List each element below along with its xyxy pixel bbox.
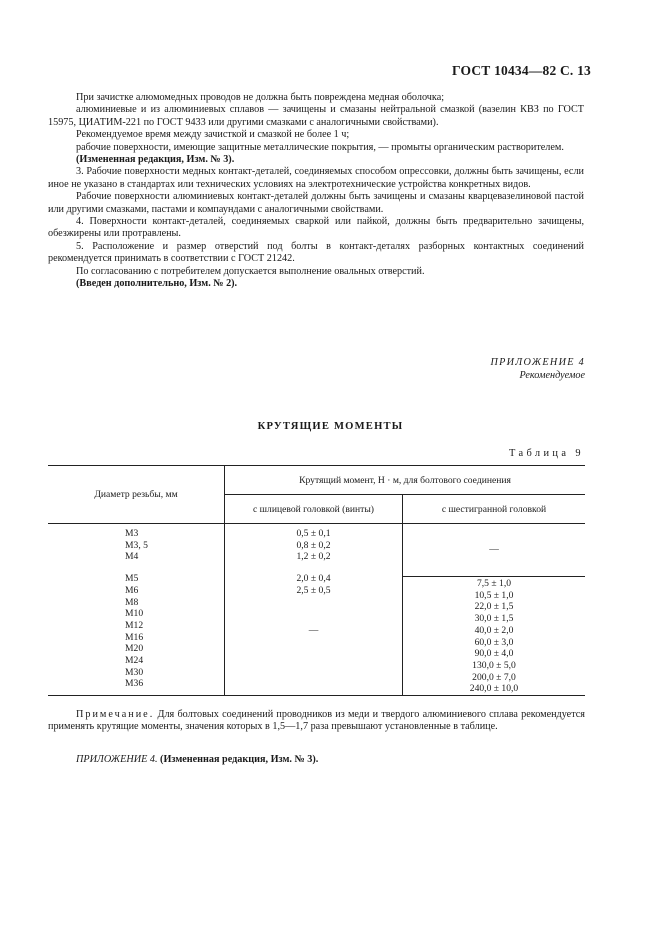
group-gap	[225, 563, 402, 573]
header-diameter: Диаметр резьбы, мм	[48, 466, 225, 524]
change-note	[76, 754, 318, 765]
paragraph: 3. Рабочие поверхности медных контакт-деталей, соединяемых способом опрессовки, должны быть зачищены, если иное не указано в стандартах или технических условиях на электротехнические устройства конкретных видов.	[48, 166, 584, 190]
thread-cell: М12	[125, 619, 144, 631]
page-header: ГОСТ 10434—82 С. 13	[452, 63, 591, 78]
appendix-label	[490, 356, 585, 382]
paragraph: По согласованию с потребителем допускается выполнение овальных отверстий.	[76, 265, 425, 277]
note-label: Примечание.	[76, 709, 155, 720]
spacer	[225, 597, 402, 625]
thread-cell: М36	[125, 678, 144, 690]
thread-cell: М16	[125, 631, 144, 643]
change-note-text: (Измененная редакция, Изм. № 3).	[157, 754, 319, 765]
change-note-ref: ПРИЛОЖЕНИЕ 4.	[76, 754, 158, 765]
paragraph: Рабочие поверхности алюминиевых контакт-деталей должны быть зачищены и смазаны кварцевазелиновой пастой или другими смазками, пастами и компаундами с аналогичными свойствами.	[48, 191, 584, 215]
hex-cell: 60,0 ± 3,0	[474, 636, 514, 648]
thread-cell: М5	[125, 573, 139, 585]
hex-cell: 40,0 ± 2,0	[474, 624, 514, 636]
thread-cell: М20	[125, 643, 144, 655]
hex-column	[403, 524, 586, 696]
header-hex: с шестигранной головкой	[441, 503, 547, 515]
thread-cell: М8	[125, 596, 139, 608]
thread-cell: М10	[125, 608, 144, 620]
hex-cell: 200,0 ± 7,0	[472, 671, 516, 683]
hex-cell: 90,0 ± 4,0	[474, 648, 514, 660]
section-heading: КРУТЯЩИЕ МОМЕНТЫ	[257, 421, 404, 432]
note-text: Для болтовых соединений проводников из меди и твердого алюминиевого сплава рекомендуется применять крутящие моменты, значения которых в 1,5—1,7 раза превышают установленные в таблице.	[48, 709, 585, 733]
hex-cell: 7,5 ± 1,0	[476, 578, 512, 589]
hex-dash: —	[403, 524, 585, 577]
paragraph: 5. Расположение и размер отверстий под болты в контакт-деталях разборных контактных соединений рекомендуется принимать в соответствии с ГОСТ 21242.	[48, 240, 584, 265]
thread-cell: М4	[125, 551, 139, 563]
slotted-cell: 2,0 ± 0,4	[296, 573, 331, 585]
slotted-cell: 0,8 ± 0,2	[296, 539, 331, 551]
slotted-column	[225, 524, 403, 696]
hex-cell: 22,0 ± 1,5	[474, 601, 514, 613]
slotted-dash: —	[308, 624, 319, 636]
threads-column	[48, 524, 225, 696]
slotted-cell: 1,2 ± 0,2	[296, 551, 331, 563]
torque-table	[48, 465, 585, 696]
thread-cell: М6	[125, 584, 139, 596]
appendix-subtitle: Рекомендуемое	[519, 370, 585, 381]
hex-cell: 10,5 ± 1,0	[474, 589, 514, 601]
paragraph: (Измененная редакция, Изм. № 3).	[76, 154, 235, 166]
paragraph: алюминиевые и из алюминиевых сплавов — зачищены и смазаны нейтральной смазкой (вазелин КВЗ по ГОСТ 15975, ЦИАТИМ-221 по ГОСТ 9433 или другими смазками с аналогичными свойствами).	[48, 104, 584, 128]
group-gap	[125, 563, 224, 573]
hex-values	[403, 577, 585, 695]
slotted-cell: 2,5 ± 0,5	[296, 584, 331, 596]
paragraph: Рекомендуемое время между зачисткой и смазкой не более 1 ч;	[76, 129, 350, 141]
header-slotted: с шлицевой головкой (винты)	[225, 495, 403, 524]
hex-cell: 130,0 ± 5,0	[472, 659, 516, 671]
paragraph: (Введен дополнительно, Изм. № 2).	[76, 278, 238, 290]
thread-cell: М3, 5	[125, 539, 148, 551]
hex-cell: 30,0 ± 1,5	[474, 613, 514, 625]
paragraph: 4. Поверхности контакт-деталей, соединяемых сваркой или пайкой, должны быть предварительно зачищены, обезжирены или протравлены.	[48, 216, 584, 240]
paragraph: рабочие поверхности, имеющие защитные металлические покрытия, — промыты органическим растворителем.	[76, 141, 564, 153]
thread-cell: М30	[125, 666, 144, 678]
thread-cell: М3	[125, 528, 139, 539]
slotted-cell: 0,5 ± 0,1	[296, 528, 331, 539]
thread-cell: М24	[125, 655, 144, 667]
hex-cell: 240,0 ± 10,0	[469, 683, 519, 695]
paragraph: При зачистке алюмомедных проводов не должна быть повреждена медная оболочка;	[76, 92, 445, 103]
table-body-row	[48, 524, 585, 696]
appendix-title: ПРИЛОЖЕНИЕ 4	[490, 357, 585, 368]
table-label: Таблица 9	[508, 448, 584, 459]
table-note	[48, 709, 585, 734]
header-moment: Крутящий момент, Н · м, для болтового соединения	[225, 466, 586, 495]
body-text	[48, 92, 584, 291]
